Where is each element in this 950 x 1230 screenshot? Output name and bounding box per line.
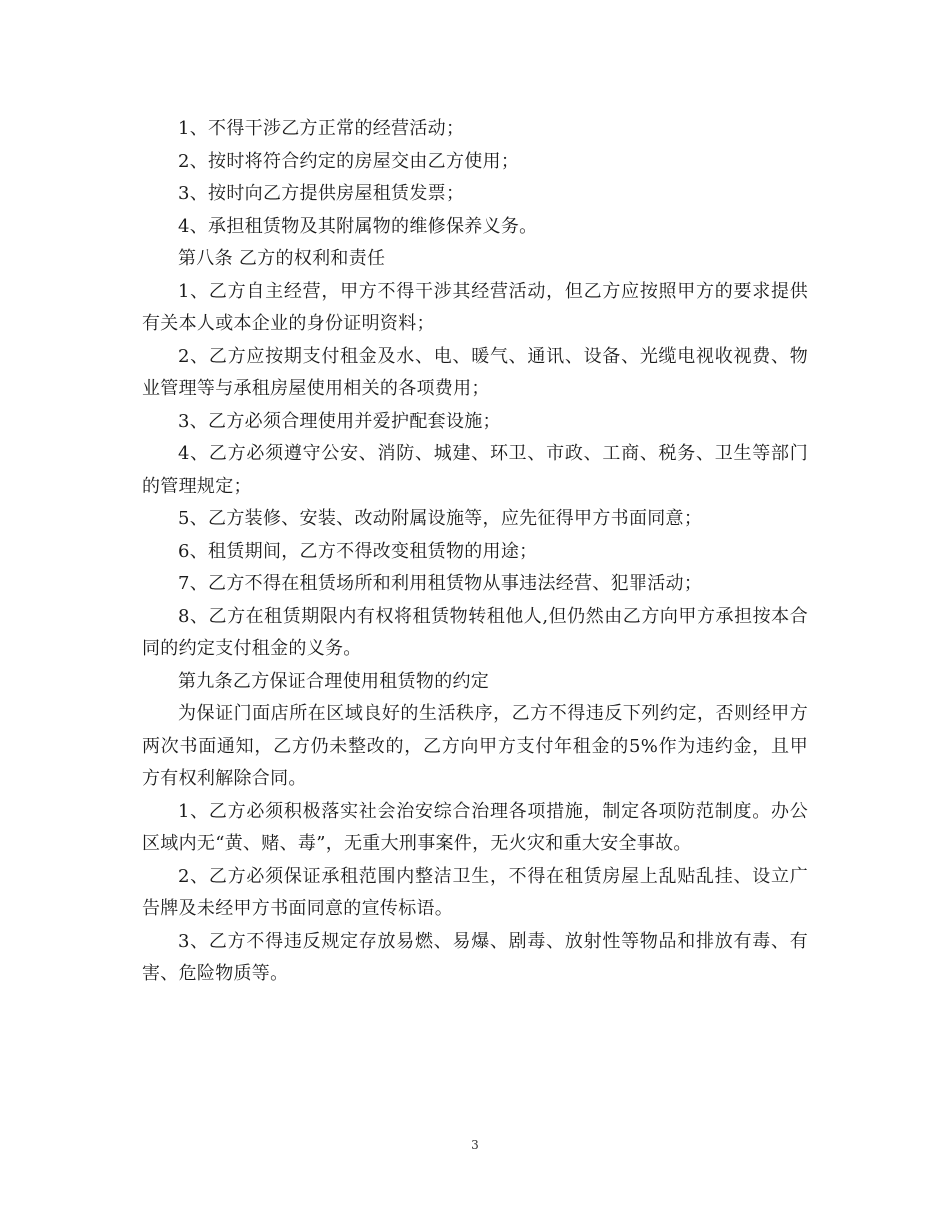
paragraph-7: 2、乙方应按期支付租金及水、电、暖气、通讯、设备、光缆电视收视费、物业管理等与承租房屋使用相关的各项费用； — [142, 345, 808, 399]
paragraph-12: 7、乙方不得在租赁场所和利用租赁物从事违法经营、犯罪活动； — [178, 573, 703, 594]
paragraph-2: 2、按时将符合约定的房屋交由乙方使用； — [178, 150, 520, 172]
paragraph-17: 2、乙方必须保证承租范围内整洁卫生，不得在租赁房屋上乱贴乱挂、设立广告牌及未经甲方书面同意的宣传标语。 — [142, 865, 808, 919]
paragraph-4: 4、承担租赁物及其附属物的维修保养义务。 — [178, 215, 538, 237]
section-heading-article-8: 第八条 乙方的权利和责任 — [178, 248, 386, 269]
paragraph-6: 1、乙方自主经营，甲方不得干涉其经营活动，但乙方应按照甲方的要求提供有关本人或本企业的身份证明资料； — [142, 280, 808, 334]
paragraph-18: 3、乙方不得违反规定存放易燃、易爆、剧毒、放射性等物品和排放有毒、有害、危险物质等。 — [142, 930, 808, 984]
paragraph-13: 8、乙方在租赁期限内有权将租赁物转租他人,但仍然由乙方向甲方承担按本合同的约定支付租金的义务。 — [142, 605, 808, 659]
paragraph-11: 6、租赁期间，乙方不得改变租赁物的用途； — [178, 540, 538, 562]
paragraph-8: 3、乙方必须合理使用并爱护配套设施； — [178, 410, 501, 432]
paragraph-1: 1、不得干涉乙方正常的经营活动； — [178, 118, 465, 139]
paragraph-15: 为保证门面店所在区域良好的生活秩序，乙方不得违反下列约定，否则经甲方两次书面通知，乙方仍未整改的，乙方向甲方支付年租金的5%作为违约金，且甲方有权利解除合同。 — [142, 703, 808, 789]
section-heading-article-9: 第九条乙方保证合理使用租赁物的约定 — [178, 670, 490, 692]
document-page — [142, 113, 808, 991]
paragraph-16: 1、乙方必须积极落实社会治安综合治理各项措施，制定各项防范制度。办公区域内无“黄、赌、毒”，无重大刑事案件，无火灾和重大安全事故。 — [142, 800, 808, 854]
paragraph-9: 4、乙方必须遵守公安、消防、城建、环卫、市政、工商、税务、卫生等部门的管理规定； — [142, 443, 808, 497]
paragraph-10: 5、乙方装修、安装、改动附属设施等，应先征得甲方书面同意； — [178, 508, 703, 529]
paragraph-3: 3、按时向乙方提供房屋租赁发票； — [178, 183, 465, 204]
page-number: 3 — [471, 1138, 479, 1152]
